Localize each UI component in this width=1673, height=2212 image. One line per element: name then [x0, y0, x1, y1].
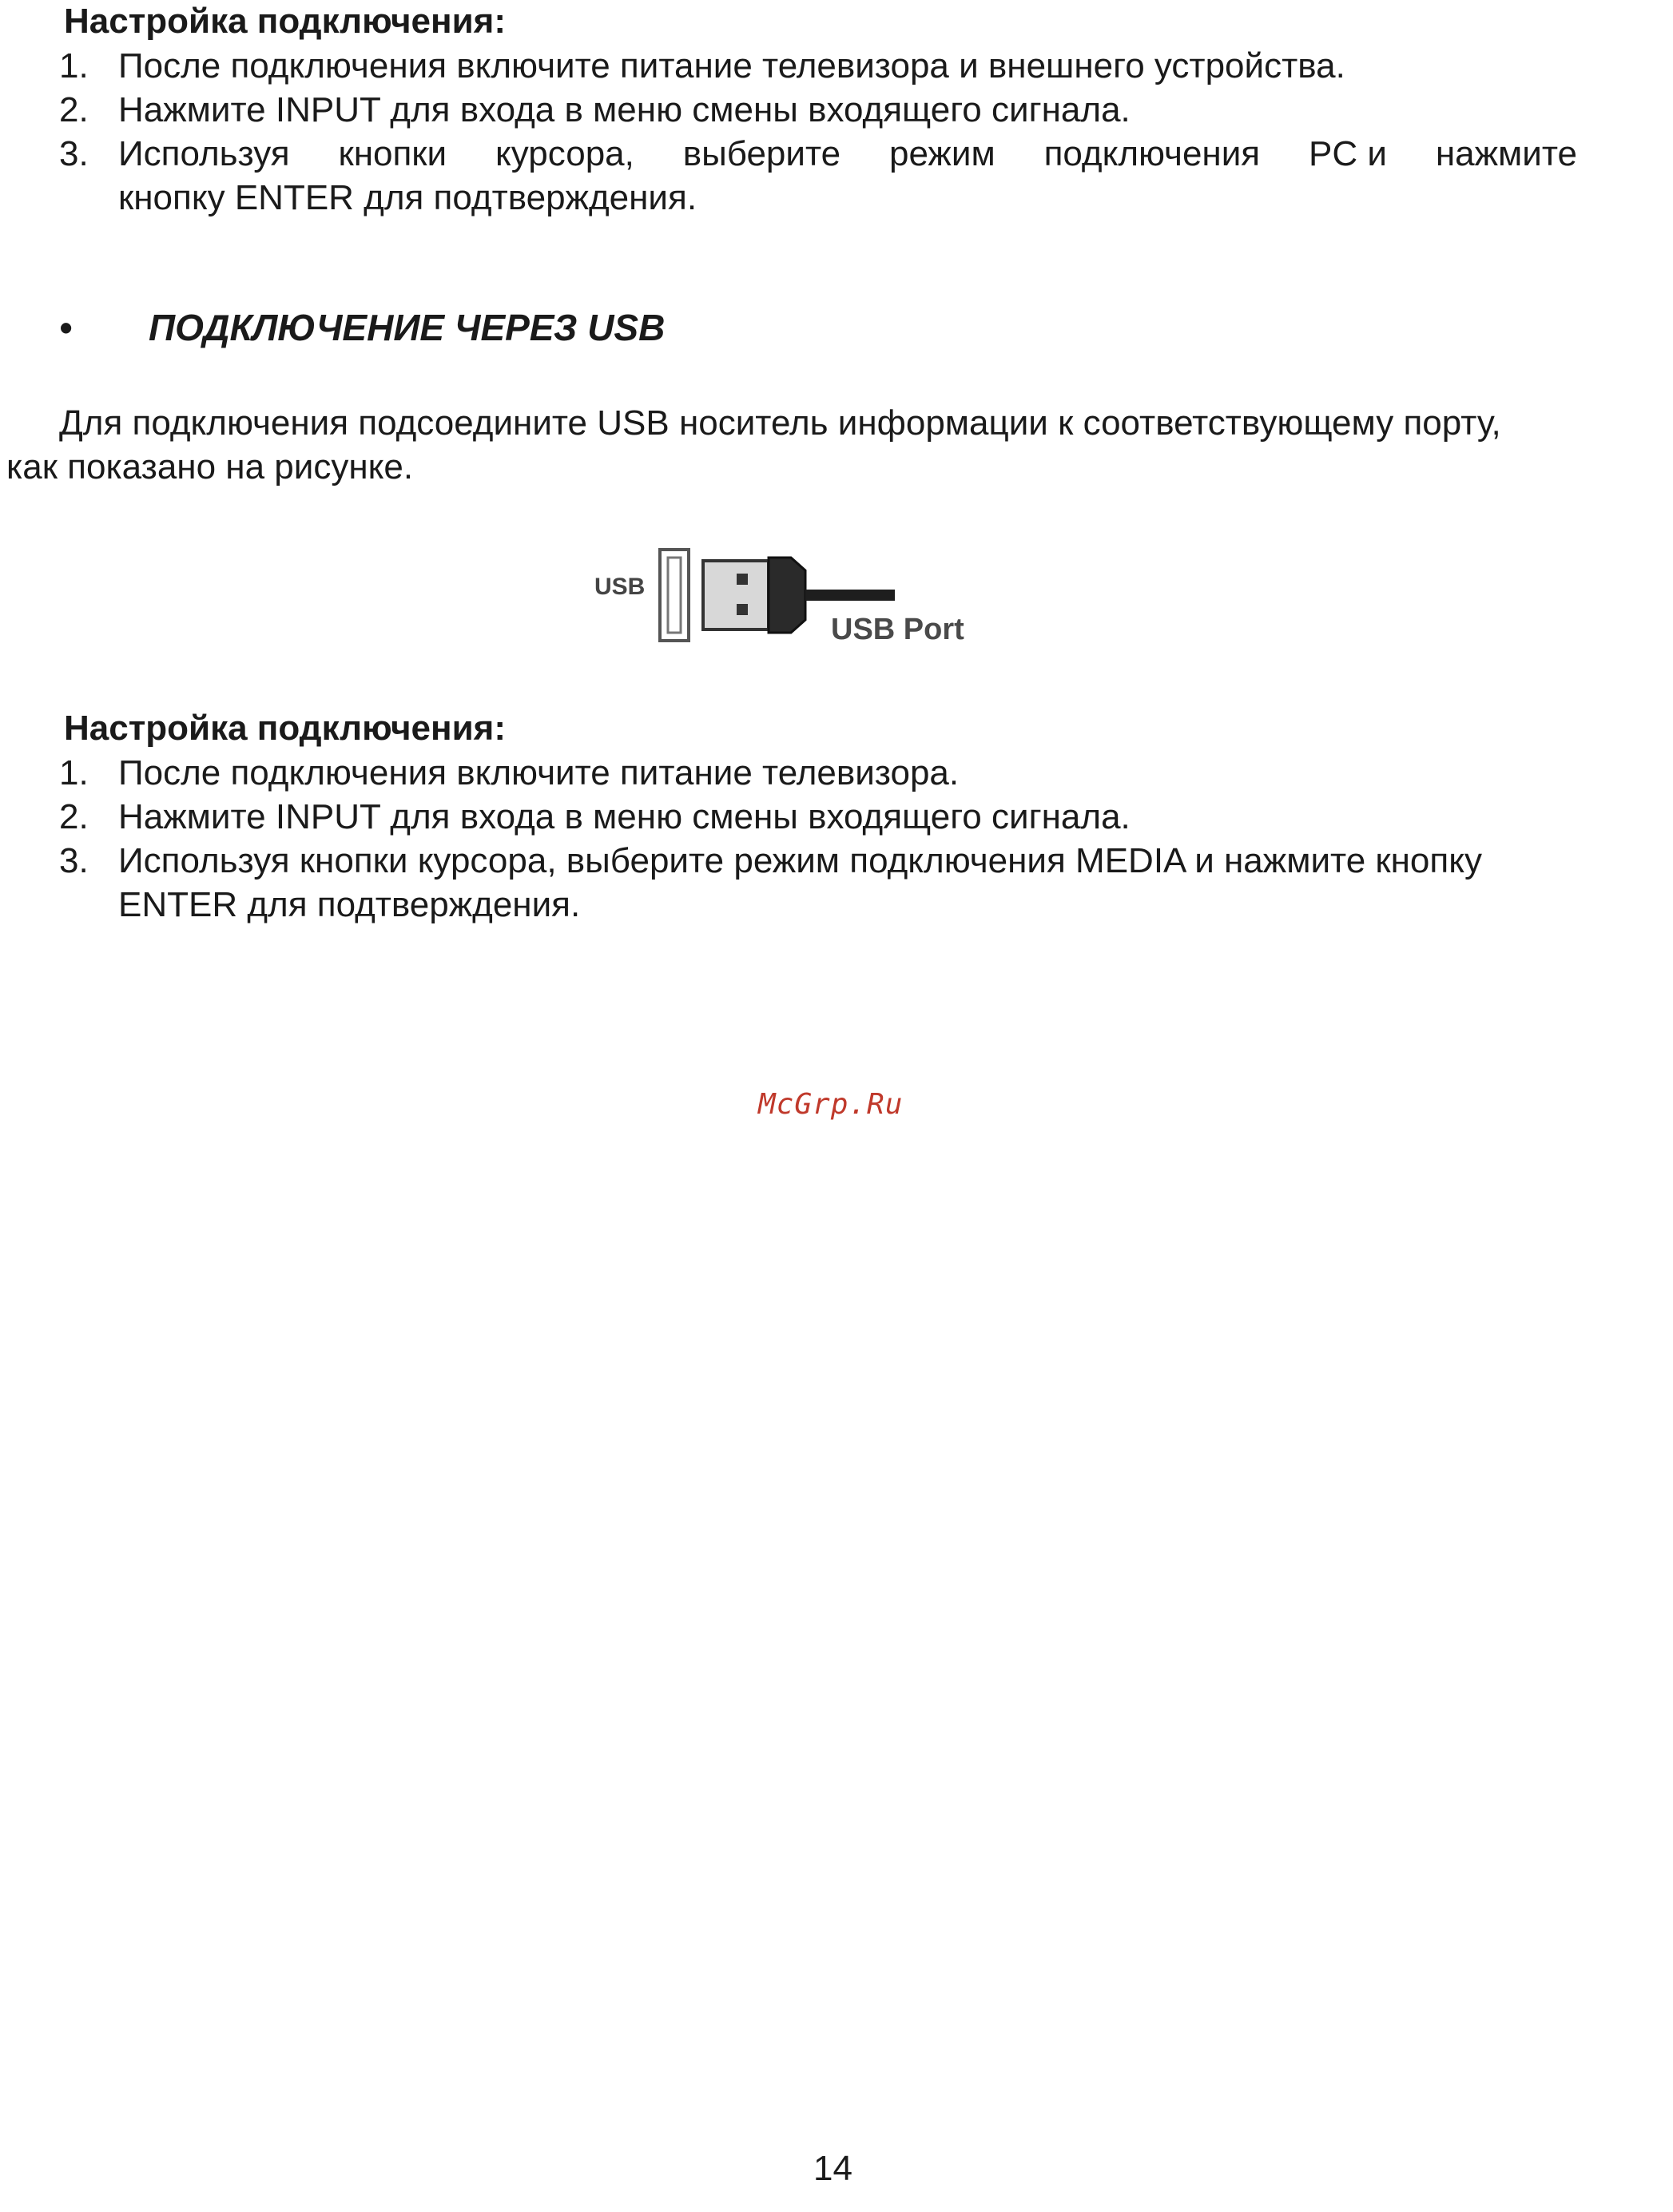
section-heading-setup-2: Настройка подключения: — [64, 709, 506, 748]
word: Используя — [118, 134, 290, 173]
list-number-1: 1. — [59, 753, 89, 792]
list-item-text-1: После подключения включите питание телевизора. — [118, 753, 960, 792]
section-title: ПОДКЛЮЧЕНИЕ ЧЕРЕЗ USB — [149, 307, 666, 348]
list-item-text-3-line2: кнопку ENTER для подтверждения. — [118, 178, 697, 217]
usb-label: USB — [594, 574, 646, 600]
usb-connection-figure — [591, 535, 991, 655]
intro-line-2: как показано на рисунке. — [6, 447, 414, 486]
list-item-text-2: Нажмите INPUT для входа в меню смены входящего сигнала. — [118, 90, 1131, 129]
list-item-text-3-line1 — [118, 134, 1577, 174]
usb-plug-diagram — [591, 535, 991, 655]
word: кнопки — [338, 134, 447, 173]
intro-line-1: Для подключения подсоедините USB носитель информации к соответствующему порту, — [59, 403, 1501, 443]
section-heading-setup-1: Настройка подключения: — [64, 2, 506, 41]
word: курсора, — [495, 134, 634, 173]
word: подключения — [1043, 134, 1261, 173]
list-number-2: 2. — [59, 90, 89, 129]
list-item-text-3-line2: ENTER для подтверждения. — [118, 885, 581, 924]
list-number-2: 2. — [59, 797, 89, 836]
list-item-text-2: Нажмите INPUT для входа в меню смены входящего сигнала. — [118, 797, 1131, 836]
word: режим — [888, 134, 995, 173]
list-number-3: 3. — [59, 841, 89, 880]
list-number-1: 1. — [59, 46, 89, 85]
list-number-3: 3. — [59, 134, 89, 173]
word: нажмите — [1435, 134, 1577, 173]
page-number: 14 — [813, 2149, 852, 2188]
list-item-text-3-line1: Используя кнопки курсора, выберите режим подключения MEDIA и нажмите кнопку — [118, 841, 1482, 880]
usb-port-label: USB Port — [831, 613, 964, 646]
word: PC и — [1309, 134, 1387, 173]
word: выберите — [682, 134, 841, 173]
section-bullet: • — [59, 307, 73, 348]
watermark-link[interactable]: McGrp.Ru — [758, 1088, 904, 1121]
list-item-text-1: После подключения включите питание телевизора и внешнего устройства. — [118, 46, 1345, 85]
